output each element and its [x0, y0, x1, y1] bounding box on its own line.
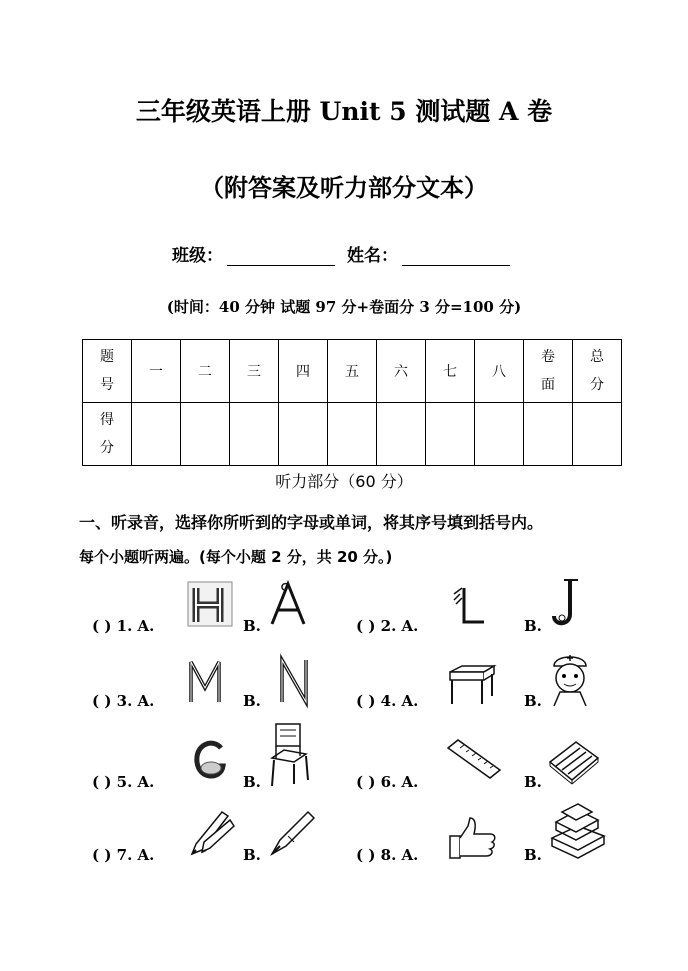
option-b-label: B.	[524, 773, 542, 791]
header-cell-total: 总 分	[573, 340, 622, 403]
ruler-icon	[446, 738, 502, 780]
score-table	[82, 339, 622, 466]
answer-bracket[interactable]: ( )	[356, 692, 376, 710]
score-cell[interactable]	[573, 403, 622, 466]
name-field[interactable]	[402, 247, 510, 266]
score-cell[interactable]	[377, 403, 426, 466]
question-5	[92, 773, 154, 791]
answer-bracket[interactable]: ( )	[92, 773, 112, 791]
time-score-info: (时间：40 分钟 试题 97 分+卷面分 3 分=100 分)	[166, 298, 522, 316]
header-cell: 四	[279, 340, 328, 403]
score-cell[interactable]	[132, 403, 181, 466]
question-number: 6. A.	[380, 773, 419, 791]
name-label: 姓名：	[346, 246, 398, 266]
question-number: 2. A.	[380, 617, 419, 635]
letter-j-icon	[548, 576, 588, 630]
header-cell: 八	[475, 340, 524, 403]
question-8	[356, 846, 418, 864]
header-cell: 六	[377, 340, 426, 403]
pencils-icon	[186, 806, 236, 858]
score-cell[interactable]	[426, 403, 475, 466]
score-cell[interactable]	[328, 403, 377, 466]
option-b-label: B.	[524, 846, 542, 864]
class-name-line	[0, 241, 688, 266]
score-cell[interactable]	[524, 403, 573, 466]
question-7	[92, 846, 154, 864]
question-4	[356, 692, 418, 710]
instruction-line-2: 每个小题听两遍。(每个小题 2 分，共 20 分。)	[79, 548, 393, 566]
instruction-line-1: 一、听录音，选择你所听到的字母或单词，将其序号填到括号内。	[79, 513, 544, 532]
question-3	[92, 692, 154, 710]
header-cell: 七	[426, 340, 475, 403]
pencil-box-icon	[548, 738, 600, 784]
letter-n-icon	[276, 656, 312, 706]
score-cell[interactable]	[475, 403, 524, 466]
option-b-label: B.	[243, 846, 261, 864]
letter-g-icon	[191, 738, 231, 784]
question-1	[92, 617, 154, 635]
question-number: 4. A.	[380, 692, 419, 710]
chair-icon	[268, 722, 310, 788]
header-cell: 三	[230, 340, 279, 403]
class-label: 班级：	[172, 246, 224, 266]
question-6	[356, 773, 418, 791]
score-table-header-row	[83, 340, 622, 403]
answer-bracket[interactable]: ( )	[356, 617, 376, 635]
score-cell[interactable]	[181, 403, 230, 466]
score-table-score-row	[83, 403, 622, 466]
score-cell[interactable]	[279, 403, 328, 466]
header-cell: 五	[328, 340, 377, 403]
desk-icon	[448, 664, 496, 706]
question-number: 5. A.	[116, 773, 155, 791]
header-cell: 二	[181, 340, 230, 403]
option-b-label: B.	[524, 692, 542, 710]
letter-l-icon	[450, 584, 488, 628]
header-cell-juanmian: 卷 面	[524, 340, 573, 403]
answer-bracket[interactable]: ( )	[356, 846, 376, 864]
letter-a-icon	[268, 580, 308, 628]
option-b-label: B.	[243, 773, 261, 791]
score-label-cell: 得 分	[83, 403, 132, 466]
question-number: 3. A.	[116, 692, 155, 710]
class-field[interactable]	[227, 247, 335, 266]
question-number: 7. A.	[116, 846, 155, 864]
page-title: 三年级英语上册 Unit 5 测试题 A 卷	[135, 97, 553, 126]
letter-h-icon	[186, 580, 234, 628]
option-b-label: B.	[243, 617, 261, 635]
answer-bracket[interactable]: ( )	[92, 846, 112, 864]
answer-bracket[interactable]: ( )	[92, 617, 112, 635]
option-b-label: B.	[524, 617, 542, 635]
answer-bracket[interactable]: ( )	[356, 773, 376, 791]
books-icon	[548, 800, 608, 860]
doctor-icon	[548, 650, 592, 708]
header-cell: 一	[132, 340, 181, 403]
page-subtitle: （附答案及听力部分文本）	[200, 174, 488, 202]
pen-icon	[268, 808, 318, 858]
answer-bracket[interactable]: ( )	[92, 692, 112, 710]
header-label-cell: 题 号	[83, 340, 132, 403]
question-number: 1. A.	[116, 617, 155, 635]
thumbs-up-icon	[446, 816, 498, 860]
listening-section-heading: 听力部分（60 分）	[275, 472, 413, 491]
question-number: 8. A.	[380, 846, 419, 864]
letter-m-icon	[187, 658, 223, 706]
option-b-label: B.	[243, 692, 261, 710]
score-cell[interactable]	[230, 403, 279, 466]
question-2	[356, 617, 418, 635]
